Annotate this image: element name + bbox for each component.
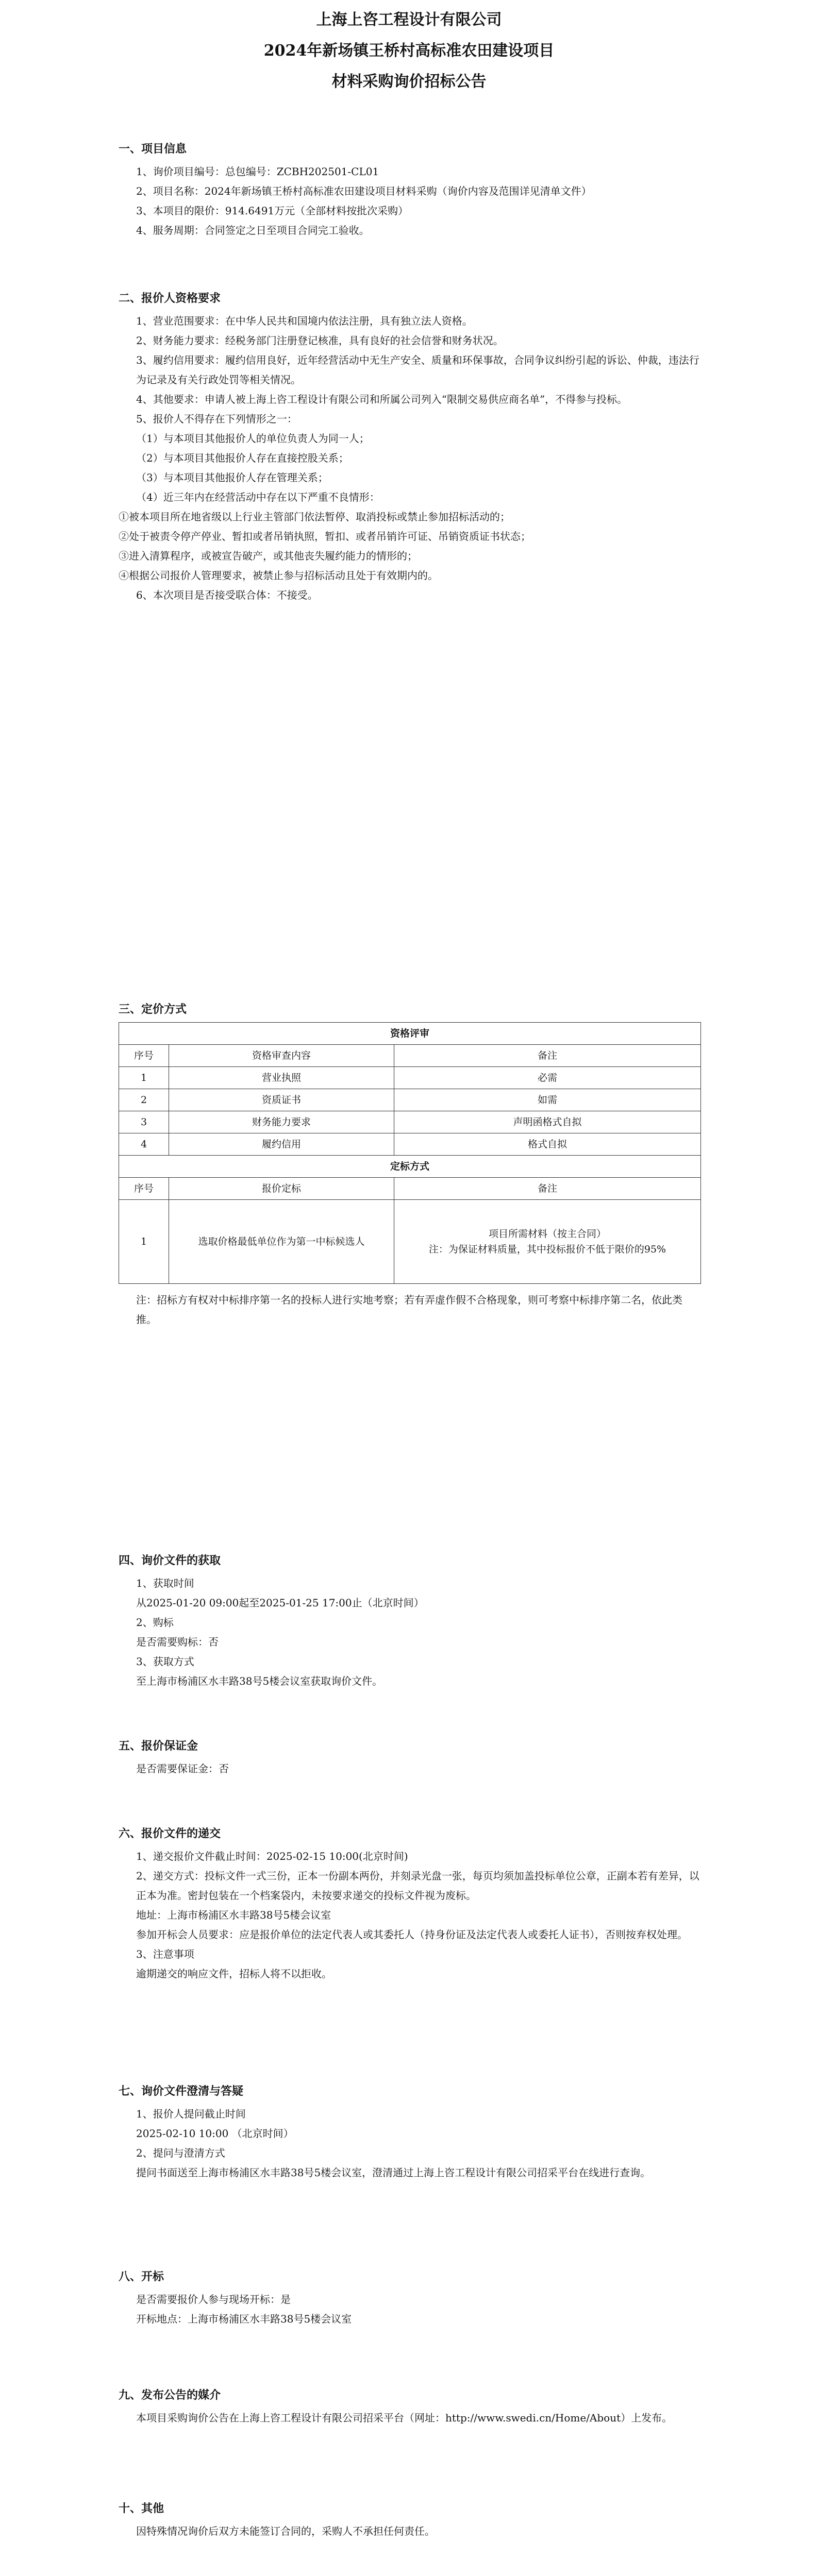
info-line: 2、项目名称：2024年新场镇王桥村高标准农田建设项目材料采购（询价内容及范围详见清单文件） <box>136 185 592 197</box>
cell-item: 资质证书 <box>169 1089 394 1111</box>
section-heading: 三、定价方式 <box>119 1003 187 1016</box>
acquisition-line: 2、购标 <box>136 1616 174 1629</box>
submission-line: 参加开标会人员要求：应是报价单位的法定代表人或其委托人（持身份证及法定代表人或委托人证书），否则按弃权处理。 <box>136 1928 688 1941</box>
bid-opening-line: 是否需要报价人参与现场开标：是 <box>136 2293 291 2306</box>
clarification-line: 2、提问与澄清方式 <box>136 2147 225 2159</box>
cell-no: 1 <box>119 1067 169 1089</box>
cell-method-note <box>394 1200 701 1284</box>
project-title: 2024年新场镇王桥村高标准农田建设项目 <box>263 42 555 60</box>
other-line: 因特殊情况询价后双方未能签订合同的，采购人不承担任何责任。 <box>136 2525 435 2537</box>
submission-line: 3、注意事项 <box>136 1948 194 1960</box>
section-submission <box>119 1824 701 1984</box>
qualification-line: 4、其他要求：申请人被上海上咨工程设计有限公司和所属公司列入“限制交易供应商名单”，不得参与投标。 <box>136 393 628 405</box>
info-line: 4、服务周期：合同签定之日至项目合同完工验收。 <box>136 224 370 236</box>
qualification-line: ①被本项目所在地省级以上行业主管部门依法暂停、取消投标或禁止参加招标活动的； <box>119 511 510 523</box>
qualification-line: （1）与本项目其他报价人的单位负责人为同一人； <box>136 432 370 445</box>
section-heading: 九、发布公告的媒介 <box>119 2388 221 2402</box>
method-note-line: 注：为保证材料质量，其中投标报价不低于限价的95% <box>428 1244 666 1255</box>
notice-title: 材料采购询价招标公告 <box>331 73 487 91</box>
clarification-line: 提问书面送至上海市杨浦区水丰路38号5楼会议室，澄清通过上海上咨工程设计有限公司招采平台在线进行查询。 <box>136 2166 651 2179</box>
section-heading: 四、询价文件的获取 <box>119 1554 221 1567</box>
header-note: 备注 <box>394 1045 701 1067</box>
acquisition-line: 1、获取时间 <box>136 1577 194 1589</box>
bid-opening-line: 开标地点：上海市杨浦区水丰路38号5楼会议室 <box>136 2313 352 2325</box>
section-document-acquisition <box>119 1551 701 1691</box>
cell-item: 履约信用 <box>169 1133 394 1156</box>
qualification-line: 3、履约信用要求：履约信用良好，近年经营活动中无生产安全、质量和环保事故，合同争议纠纷引起的诉讼、仲裁，违法行为记录及有关行政处罚等相关情况。 <box>136 354 699 386</box>
cell-no: 3 <box>119 1111 169 1133</box>
cell-note: 格式自拟 <box>394 1133 701 1156</box>
table-row <box>119 1133 701 1156</box>
section-heading: 五、报价保证金 <box>119 1739 198 1753</box>
qualification-line: 1、营业范围要求：在中华人民共和国境内依法注册，具有独立法人资格。 <box>136 315 473 327</box>
cell-item: 财务能力要求 <box>169 1111 394 1133</box>
section-heading: 六、报价文件的递交 <box>119 1827 221 1840</box>
section-bid-opening <box>119 2267 701 2329</box>
cell-no: 2 <box>119 1089 169 1111</box>
qualification-line: 5、报价人不得存在下列情形之一： <box>136 413 297 425</box>
qualification-line: （2）与本项目其他报价人存在直接控股关系； <box>136 452 349 464</box>
review-table <box>119 1022 701 1284</box>
table-row <box>119 1200 701 1284</box>
section-qualification <box>119 289 701 605</box>
cell-no: 4 <box>119 1133 169 1156</box>
acquisition-line: 至上海市杨浦区水丰路38号5楼会议室获取询价文件。 <box>136 1675 383 1687</box>
media-line: 本项目采购询价公告在上海上咨工程设计有限公司招采平台（网址：http://www.swedi.cn/Home/About）上发布。 <box>136 2412 673 2424</box>
review-table-title: 资格评审 <box>119 1023 701 1045</box>
qualification-line: 2、财务能力要求：经税务部门注册登记核准，具有良好的社会信誉和财务状况。 <box>136 334 504 347</box>
pricing-footnote: 注：招标方有权对中标排序第一名的投标人进行实地考察；若有弄虚作假不合格现象，则可考察中标排序第二名，依此类推。 <box>136 1294 682 1326</box>
qualification-line: ④根据公司报价人管理要求，被禁止参与招标活动且处于有效期内的。 <box>119 569 438 582</box>
header-item: 资格审查内容 <box>169 1045 394 1067</box>
header-no: 序号 <box>119 1045 169 1067</box>
header-note: 备注 <box>394 1178 701 1200</box>
clarification-line: 2025-02-10 10:00 （北京时间） <box>136 2127 294 2140</box>
qualification-line: （3）与本项目其他报价人存在管理关系； <box>136 471 328 484</box>
info-line: 3、本项目的限价：914.6491万元（全部材料按批次采购） <box>136 205 409 217</box>
submission-line: 1、递交报价文件截止时间：2025-02-15 10:00(北京时间) <box>136 1850 408 1862</box>
deposit-line: 是否需要保证金：否 <box>136 1762 229 1775</box>
section-heading: 八、开标 <box>119 2270 164 2283</box>
qualification-line: ②处于被责令停产停业、暂扣或者吊销执照，暂扣、或者吊销许可证、吊销资质证书状态； <box>119 530 531 543</box>
table-row <box>119 1067 701 1089</box>
acquisition-line: 从2025-01-20 09:00起至2025-01-25 17:00止（北京时间） <box>136 1597 424 1609</box>
section-clarification <box>119 2081 701 2182</box>
section-heading: 二、报价人资格要求 <box>119 292 221 305</box>
qualification-line: 6、本次项目是否接受联合体：不接受。 <box>136 589 318 601</box>
table-row <box>119 1111 701 1133</box>
cell-method: 选取价格最低单位作为第一中标候选人 <box>169 1200 394 1284</box>
section-other <box>119 2499 701 2541</box>
cell-note: 声明函格式自拟 <box>394 1111 701 1133</box>
cell-no: 1 <box>119 1200 169 1284</box>
section-heading: 七、询价文件澄清与答疑 <box>119 2084 244 2098</box>
info-line: 1、询价项目编号：总包编号：ZCBH202501-CL01 <box>136 165 379 178</box>
table-row <box>119 1089 701 1111</box>
cell-note: 如需 <box>394 1089 701 1111</box>
header-no: 序号 <box>119 1178 169 1200</box>
section-media <box>119 2385 701 2428</box>
header-method: 报价定标 <box>169 1178 394 1200</box>
section-heading: 一、项目信息 <box>119 142 187 156</box>
method-note-line: 项目所需材料（按主合同） <box>488 1228 606 1240</box>
acquisition-line: 是否需要购标：否 <box>136 1636 219 1648</box>
cell-note: 必需 <box>394 1067 701 1089</box>
clarification-line: 1、报价人提问截止时间 <box>136 2108 246 2120</box>
section-project-info <box>119 139 701 240</box>
submission-line: 2、递交方式：投标文件一式三份，正本一份副本两份，并刻录光盘一张，每页均须加盖投标单位公章，正副本若有差异，以正本为准。密封包装在一个档案袋内，未按要求递交的投标文件视为废标。 <box>136 1870 699 1902</box>
qualification-line: （4）近三年内在经营活动中存在以下严重不良情形： <box>136 491 380 503</box>
pricing-table-title: 定标方式 <box>119 1156 701 1178</box>
submission-line: 逾期递交的响应文件，招标人将不以拒收。 <box>136 1968 332 1980</box>
section-deposit <box>119 1736 701 1778</box>
company-title: 上海上咨工程设计有限公司 <box>316 11 502 29</box>
acquisition-line: 3、获取方式 <box>136 1655 194 1668</box>
section-pricing <box>119 999 701 1329</box>
cell-item: 营业执照 <box>169 1067 394 1089</box>
submission-line: 地址：上海市杨浦区水丰路38号5楼会议室 <box>136 1909 331 1921</box>
qualification-line: ③进入清算程序，或被宣告破产，或其他丧失履约能力的情形的； <box>119 550 418 562</box>
section-heading: 十、其他 <box>119 2502 164 2515</box>
